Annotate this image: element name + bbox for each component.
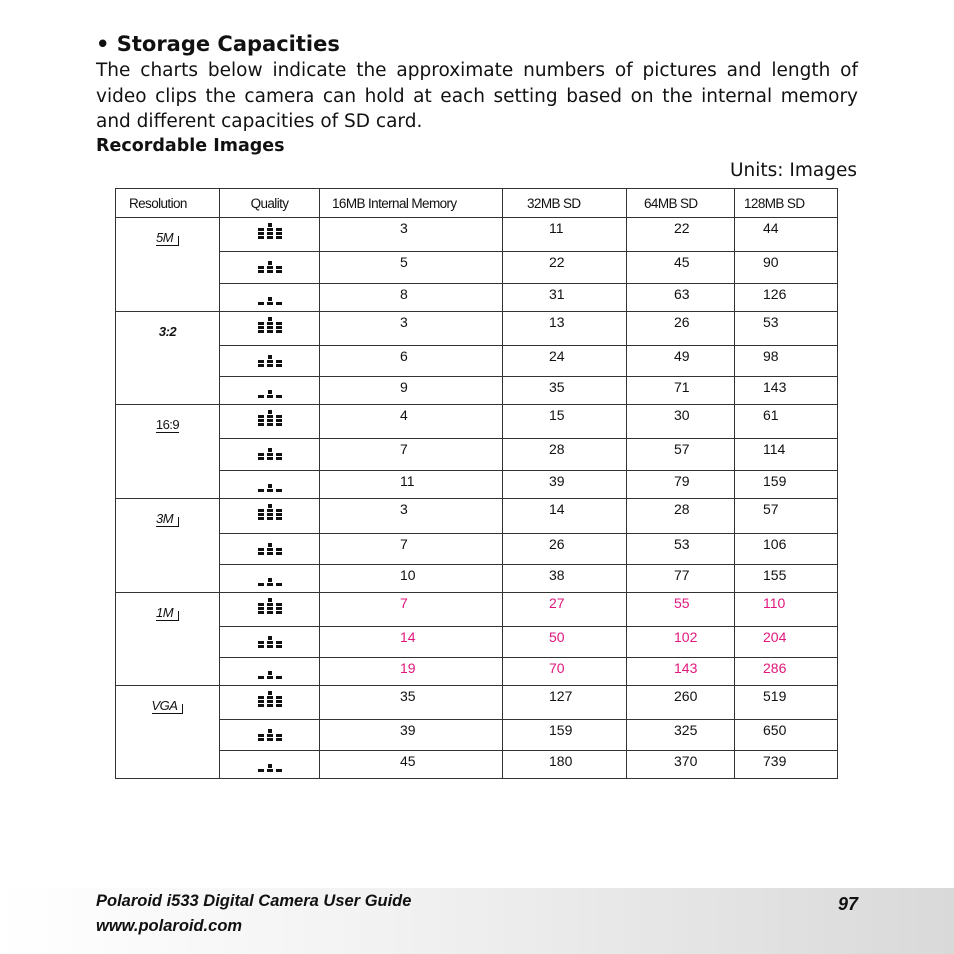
resolution-cell bbox=[116, 593, 220, 686]
capacity-cell: 3 bbox=[320, 312, 503, 346]
table-row bbox=[116, 439, 838, 471]
normal-quality-icon bbox=[258, 663, 282, 682]
capacity-cell: 35 bbox=[503, 377, 627, 405]
capacity-cell: 38 bbox=[503, 565, 627, 593]
normal-quality-icon bbox=[258, 382, 282, 401]
quality-cell bbox=[220, 658, 320, 686]
capacity-cell: 55 bbox=[627, 593, 735, 627]
capacity-cell: 106 bbox=[735, 534, 838, 565]
quality-cell bbox=[220, 312, 320, 346]
quality-cell bbox=[220, 284, 320, 312]
table-row bbox=[116, 658, 838, 686]
header-32mb-sd: 32MB SD bbox=[503, 189, 627, 218]
capacity-cell: 39 bbox=[503, 471, 627, 499]
capacity-cell: 35 bbox=[320, 686, 503, 720]
capacity-cell: 31 bbox=[503, 284, 627, 312]
table-row bbox=[116, 686, 838, 720]
storage-capacity-table bbox=[115, 188, 838, 779]
capacity-cell: 127 bbox=[503, 686, 627, 720]
capacity-cell: 159 bbox=[735, 471, 838, 499]
capacity-cell: 28 bbox=[503, 439, 627, 471]
capacity-cell: 22 bbox=[503, 252, 627, 284]
capacity-cell: 57 bbox=[735, 499, 838, 534]
header-quality: Quality bbox=[220, 189, 320, 218]
quality-cell bbox=[220, 565, 320, 593]
capacity-cell: 6 bbox=[320, 346, 503, 377]
header-64mb-sd: 64MB SD bbox=[627, 189, 735, 218]
fine-quality-icon bbox=[258, 351, 282, 370]
quality-cell bbox=[220, 686, 320, 720]
resolution-cell bbox=[116, 499, 220, 593]
normal-quality-icon bbox=[258, 289, 282, 308]
fine-quality-icon bbox=[258, 444, 282, 463]
capacity-cell: 10 bbox=[320, 565, 503, 593]
resolution-icon: 3M bbox=[156, 512, 179, 527]
table-header-row bbox=[116, 189, 838, 218]
capacity-cell: 180 bbox=[503, 751, 627, 779]
capacity-cell: 61 bbox=[735, 405, 838, 439]
resolution-cell bbox=[116, 218, 220, 312]
section-heading: • Storage Capacities bbox=[96, 32, 340, 56]
quality-cell bbox=[220, 405, 320, 439]
table-row bbox=[116, 346, 838, 377]
resolution-icon: VGA bbox=[152, 699, 184, 714]
capacity-cell: 3 bbox=[320, 499, 503, 534]
capacity-cell: 11 bbox=[320, 471, 503, 499]
capacity-cell: 57 bbox=[627, 439, 735, 471]
quality-cell bbox=[220, 218, 320, 252]
capacity-cell: 71 bbox=[627, 377, 735, 405]
quality-cell bbox=[220, 252, 320, 284]
header-128mb-sd: 128MB SD bbox=[735, 189, 838, 218]
capacity-cell: 3 bbox=[320, 218, 503, 252]
quality-cell bbox=[220, 627, 320, 658]
capacity-cell: 27 bbox=[503, 593, 627, 627]
quality-cell bbox=[220, 751, 320, 779]
capacity-cell: 98 bbox=[735, 346, 838, 377]
quality-cell bbox=[220, 499, 320, 534]
capacity-cell: 79 bbox=[627, 471, 735, 499]
fine-quality-icon bbox=[258, 257, 282, 276]
capacity-cell: 14 bbox=[503, 499, 627, 534]
capacity-cell: 110 bbox=[735, 593, 838, 627]
normal-quality-icon bbox=[258, 570, 282, 589]
best-quality-icon bbox=[258, 504, 282, 523]
capacity-cell: 9 bbox=[320, 377, 503, 405]
fine-quality-icon bbox=[258, 539, 282, 558]
capacity-cell: 39 bbox=[320, 720, 503, 751]
capacity-cell: 155 bbox=[735, 565, 838, 593]
capacity-cell: 90 bbox=[735, 252, 838, 284]
capacity-cell: 49 bbox=[627, 346, 735, 377]
capacity-cell: 30 bbox=[627, 405, 735, 439]
resolution-cell bbox=[116, 686, 220, 779]
capacity-cell: 519 bbox=[735, 686, 838, 720]
capacity-cell: 24 bbox=[503, 346, 627, 377]
capacity-cell: 159 bbox=[503, 720, 627, 751]
capacity-cell: 286 bbox=[735, 658, 838, 686]
resolution-icon: 5M bbox=[156, 231, 179, 246]
quality-cell bbox=[220, 720, 320, 751]
capacity-cell: 7 bbox=[320, 439, 503, 471]
table-row bbox=[116, 377, 838, 405]
capacity-cell: 143 bbox=[627, 658, 735, 686]
table-row bbox=[116, 405, 838, 439]
resolution-cell bbox=[116, 312, 220, 405]
page-number: 97 bbox=[837, 894, 858, 914]
capacity-cell: 22 bbox=[627, 218, 735, 252]
normal-quality-icon bbox=[258, 476, 282, 495]
capacity-cell: 44 bbox=[735, 218, 838, 252]
subheading: Recordable Images bbox=[96, 136, 285, 156]
fine-quality-icon bbox=[258, 725, 282, 744]
capacity-cell: 26 bbox=[503, 534, 627, 565]
capacity-cell: 28 bbox=[627, 499, 735, 534]
capacity-cell: 102 bbox=[627, 627, 735, 658]
quality-cell bbox=[220, 377, 320, 405]
fine-quality-icon bbox=[258, 632, 282, 651]
capacity-cell: 45 bbox=[320, 751, 503, 779]
table-row bbox=[116, 751, 838, 779]
table-row bbox=[116, 593, 838, 627]
capacity-cell: 325 bbox=[627, 720, 735, 751]
quality-cell bbox=[220, 439, 320, 471]
intro-paragraph: The charts below indicate the approximate numbers of pictures and length of video clips the camera can hold at each setting based on the internal memory and different capacities of SD card. bbox=[96, 60, 858, 132]
capacity-cell: 14 bbox=[320, 627, 503, 658]
table-row bbox=[116, 534, 838, 565]
capacity-cell: 11 bbox=[503, 218, 627, 252]
best-quality-icon bbox=[258, 410, 282, 429]
table-row bbox=[116, 471, 838, 499]
best-quality-icon bbox=[258, 223, 282, 242]
capacity-cell: 4 bbox=[320, 405, 503, 439]
units-label: Units: Images bbox=[730, 160, 857, 181]
table-row bbox=[116, 284, 838, 312]
header-internal-memory: 16MB Internal Memory bbox=[320, 189, 503, 218]
header-resolution: Resolution bbox=[116, 189, 220, 218]
capacity-cell: 5 bbox=[320, 252, 503, 284]
best-quality-icon bbox=[258, 317, 282, 336]
resolution-icon: 3:2 bbox=[158, 324, 177, 339]
normal-quality-icon bbox=[258, 756, 282, 775]
best-quality-icon bbox=[258, 691, 282, 710]
table-row bbox=[116, 565, 838, 593]
quality-cell bbox=[220, 471, 320, 499]
footer-title: Polaroid i533 Digital Camera User Guide bbox=[96, 892, 412, 910]
capacity-cell: 7 bbox=[320, 593, 503, 627]
capacity-cell: 143 bbox=[735, 377, 838, 405]
capacity-cell: 8 bbox=[320, 284, 503, 312]
capacity-cell: 19 bbox=[320, 658, 503, 686]
capacity-cell: 650 bbox=[735, 720, 838, 751]
quality-cell bbox=[220, 593, 320, 627]
table-row bbox=[116, 312, 838, 346]
table-row bbox=[116, 627, 838, 658]
capacity-cell: 114 bbox=[735, 439, 838, 471]
quality-cell bbox=[220, 534, 320, 565]
capacity-cell: 13 bbox=[503, 312, 627, 346]
capacity-cell: 15 bbox=[503, 405, 627, 439]
capacity-cell: 53 bbox=[627, 534, 735, 565]
capacity-cell: 77 bbox=[627, 565, 735, 593]
resolution-cell bbox=[116, 405, 220, 499]
capacity-cell: 26 bbox=[627, 312, 735, 346]
resolution-icon: 16:9 bbox=[155, 417, 180, 432]
table-row bbox=[116, 720, 838, 751]
capacity-cell: 50 bbox=[503, 627, 627, 658]
capacity-cell: 260 bbox=[627, 686, 735, 720]
capacity-cell: 7 bbox=[320, 534, 503, 565]
capacity-cell: 204 bbox=[735, 627, 838, 658]
resolution-icon: 1M bbox=[156, 606, 179, 621]
footer-url: www.polaroid.com bbox=[96, 917, 243, 935]
capacity-cell: 53 bbox=[735, 312, 838, 346]
capacity-cell: 70 bbox=[503, 658, 627, 686]
capacity-cell: 63 bbox=[627, 284, 735, 312]
table-row bbox=[116, 218, 838, 252]
capacity-cell: 370 bbox=[627, 751, 735, 779]
quality-cell bbox=[220, 346, 320, 377]
capacity-cell: 45 bbox=[627, 252, 735, 284]
capacity-cell: 126 bbox=[735, 284, 838, 312]
table-row bbox=[116, 252, 838, 284]
best-quality-icon bbox=[258, 598, 282, 617]
table-row bbox=[116, 499, 838, 534]
capacity-cell: 739 bbox=[735, 751, 838, 779]
